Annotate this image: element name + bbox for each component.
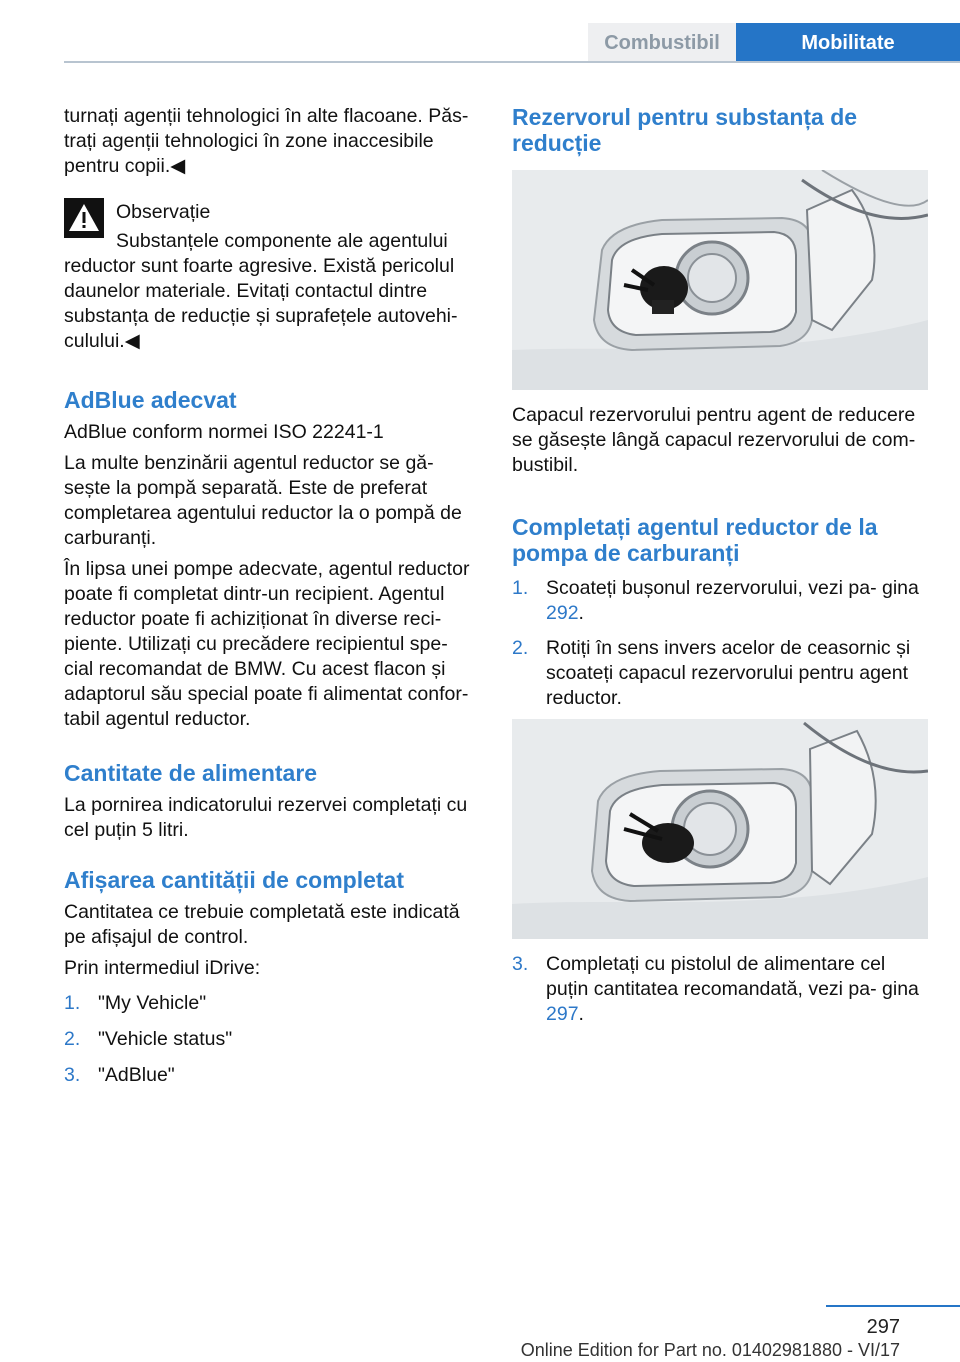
refill-step-3: [512, 952, 928, 1027]
footer-divider: [826, 1305, 960, 1307]
section-reservoir: [512, 104, 928, 156]
section-display: [64, 867, 478, 1088]
warning-body: [64, 229, 478, 354]
intro-text: turnați agenții tehnologici în alte flacoane. Păs‐ trați agenții tehnologici în zone inaccesibile pentru copii.◀: [64, 105, 469, 177]
list-item: 2. Rotiți în sens invers acelor de ceasornic și scoateți capacul rezervorului pentru agent reductor.: [512, 637, 911, 709]
tab-mobilitate[interactable]: Mobilitate: [736, 23, 960, 63]
list-item: 3. "AdBlue": [64, 1064, 175, 1086]
left-column: [64, 104, 478, 179]
section-quantity: [64, 760, 478, 843]
list-item: 2. "Vehicle status": [64, 1028, 233, 1050]
tab-combustibil[interactable]: Combustibil: [588, 23, 736, 63]
header-divider: [64, 61, 960, 63]
reductant-tank-photo: [512, 170, 928, 390]
list-item: 3. Completați cu pistolul de alimentare cel puțin cantitatea recomandată, vezi pa‐ gina 297.: [512, 953, 919, 1025]
page-link-297[interactable]: 297: [546, 1003, 579, 1025]
page-link-292[interactable]: 292: [546, 602, 579, 624]
section-adblue: [64, 387, 478, 732]
edition-footer: Online Edition for Part no. 01402981880 - VI/17: [520, 1340, 900, 1360]
heading-cantitate: Cantitate de alimentare: [64, 760, 318, 786]
warning-title: Observație: [116, 201, 211, 223]
section-refill-step3: [512, 952, 928, 1027]
paragraph-5-litri: La pornirea indicatorului rezervei completați cu cel puțin 5 litri.: [64, 794, 468, 841]
paragraph-pump: La multe benzinării agentul reductor se gă‐ sește la pompă separată. Este de preferat completarea agentului reductor la o pompă de carburanți.: [64, 452, 462, 549]
paragraph-container: În lipsa unei pompe adecvate, agentul reductor poate fi completat dintr-un recipient. Agentul reductor poate fi achiziționat în diverse reci‐ piente. Utilizați cu precădere recipientul spe‐ cial recomandat de BMW. Cu acest flacon și adaptorul său special poate fi alimentat confor‐ tabil agentul reductor.: [64, 558, 470, 730]
photo-caption: Capacul rezervorului pentru agent de reducere se găsește lângă capacul rezervorului de com‐ bustibil.: [512, 404, 916, 476]
tank-cap-removal-photo: [512, 719, 928, 939]
idrive-steps: [64, 991, 478, 1088]
section-refill: [512, 514, 928, 711]
paragraph-afisaj: Cantitatea ce trebuie completată este indicată pe afișajul de control.: [64, 901, 460, 948]
heading-adblue-adecvat: AdBlue adecvat: [64, 387, 237, 413]
heading-rezervorul: Rezervorul pentru substanța de reducție: [512, 104, 858, 156]
paragraph-idrive: Prin intermediul iDrive:: [64, 957, 261, 979]
heading-completati: Completați agentul reductor de la pompa de carburanți: [512, 514, 878, 566]
warning-text: Substanțele componente ale agentului reductor sunt foarte agresive. Există pericolul daunelor materiale. Evitați contactul dintre substanța de reducție și suprafețele autovehi‐ culului.◀: [64, 230, 458, 352]
page-number: 297: [866, 1316, 900, 1338]
list-item: 1. Scoateți bușonul rezervorului, vezi pa‐ gina 292.: [512, 577, 919, 624]
refill-steps-1-2: [512, 576, 928, 711]
paragraph-iso: AdBlue conform normei ISO 22241‑1: [64, 421, 384, 443]
section-caption: [512, 403, 928, 478]
heading-afisarea: Afișarea cantității de completat: [64, 867, 404, 893]
list-item: 1. "My Vehicle": [64, 992, 207, 1014]
warning-title-box: [116, 200, 478, 225]
